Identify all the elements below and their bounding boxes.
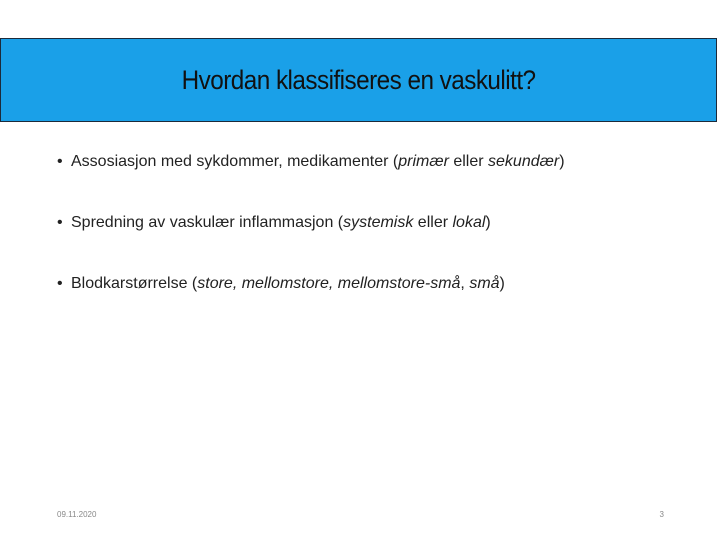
bullet-item — [57, 209, 697, 237]
bullet-marker: • — [57, 275, 63, 292]
bullet-segment-italic: primær — [398, 153, 449, 170]
bullet-segment: eller — [448, 153, 489, 170]
bullet-segment: ) — [499, 275, 505, 292]
bullet-text — [71, 275, 505, 293]
bullet-segment-italic: små — [469, 275, 500, 292]
bullet-marker: • — [57, 153, 63, 170]
bullet-segment: Assosiasjon med sykdommer, medikamenter ( — [71, 153, 399, 170]
bullet-segment: ) — [485, 214, 491, 231]
bullet-segment-italic: lokal — [452, 214, 486, 231]
bullet-segment: eller — [413, 214, 453, 231]
bullet-marker: • — [57, 214, 63, 231]
bullet-segment-italic: sekundær — [488, 153, 560, 170]
page-number: 3 — [659, 510, 664, 519]
bullet-segment: , — [460, 275, 470, 292]
bullet-text — [71, 153, 565, 171]
bullet-segment: ) — [559, 153, 565, 170]
bullet-item — [57, 148, 697, 176]
bullet-segment: Spredning av vaskulær inflammasjon ( — [71, 214, 344, 231]
bullet-segment-italic: store, mellomstore, mellomstore-små — [197, 275, 461, 292]
slide-title: Hvordan klassifiseres en vaskulitt? — [181, 64, 536, 95]
bullet-text — [71, 214, 491, 232]
footer-date: 09.11.2020 — [57, 510, 97, 519]
bullet-item — [57, 270, 697, 298]
bullet-segment-italic: systemisk — [343, 214, 414, 231]
title-banner — [0, 38, 717, 122]
bullet-list — [57, 148, 697, 331]
bullet-segment: Blodkarstørrelse ( — [71, 275, 198, 292]
